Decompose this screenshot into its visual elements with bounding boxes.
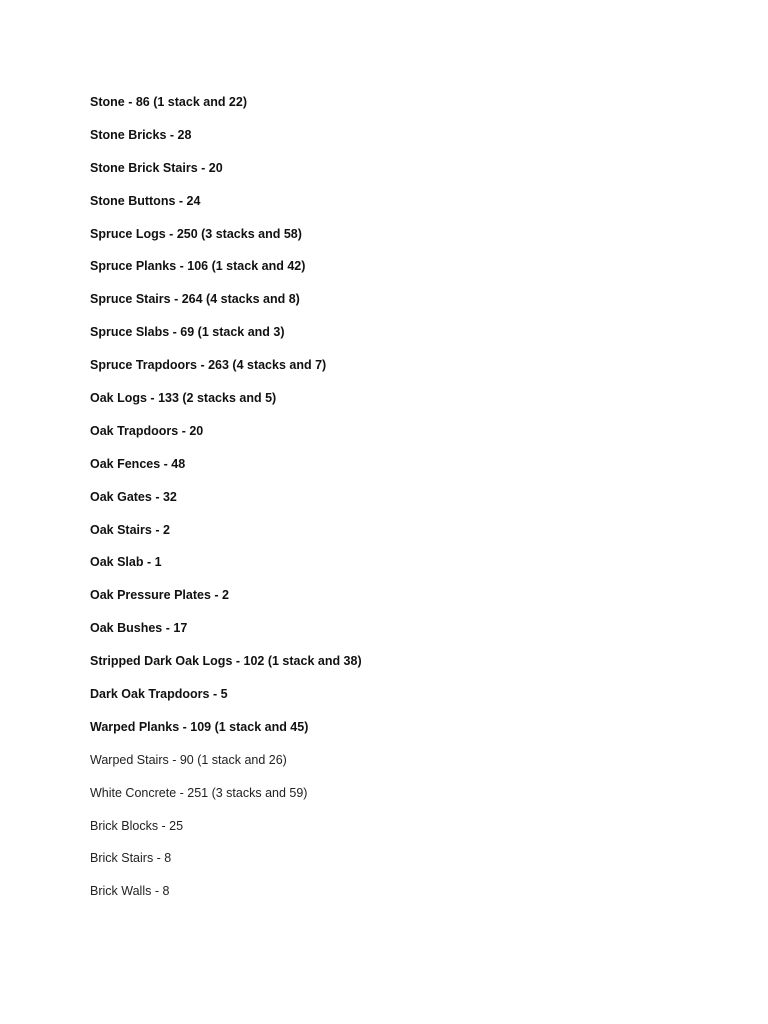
list-item: Warped Stairs - 90 (1 stack and 26) bbox=[90, 752, 287, 767]
list-item: Spruce Slabs - 69 (1 stack and 3) bbox=[90, 325, 285, 340]
list-item: Spruce Trapdoors - 263 (4 stacks and 7) bbox=[90, 358, 327, 373]
material-list bbox=[90, 93, 362, 915]
list-item: Stone Bricks - 28 bbox=[90, 127, 192, 142]
list-item: Spruce Stairs - 264 (4 stacks and 8) bbox=[90, 292, 300, 307]
list-item: Brick Stairs - 8 bbox=[90, 851, 172, 866]
list-item: Brick Walls - 8 bbox=[90, 884, 170, 899]
list-item: Stripped Dark Oak Logs - 102 (1 stack and 38) bbox=[90, 654, 362, 669]
list-item: Oak Bushes - 17 bbox=[90, 621, 188, 636]
list-item: White Concrete - 251 (3 stacks and 59) bbox=[90, 785, 308, 800]
list-item: Oak Logs - 133 (2 stacks and 5) bbox=[90, 391, 277, 406]
list-item: Stone Brick Stairs - 20 bbox=[90, 160, 223, 175]
list-item: Stone - 86 (1 stack and 22) bbox=[90, 95, 248, 109]
list-item: Oak Stairs - 2 bbox=[90, 522, 170, 537]
list-item: Oak Pressure Plates - 2 bbox=[90, 588, 229, 603]
list-item: Oak Slab - 1 bbox=[90, 555, 162, 570]
list-item: Brick Blocks - 25 bbox=[90, 818, 184, 833]
list-item: Oak Trapdoors - 20 bbox=[90, 423, 204, 438]
list-item: Spruce Planks - 106 (1 stack and 42) bbox=[90, 259, 306, 274]
list-item: Dark Oak Trapdoors - 5 bbox=[90, 687, 228, 702]
list-item: Warped Planks - 109 (1 stack and 45) bbox=[90, 719, 309, 734]
list-item: Spruce Logs - 250 (3 stacks and 58) bbox=[90, 226, 302, 241]
list-item: Oak Gates - 32 bbox=[90, 489, 177, 504]
list-item: Oak Fences - 48 bbox=[90, 456, 186, 471]
list-item: Stone Buttons - 24 bbox=[90, 193, 201, 208]
